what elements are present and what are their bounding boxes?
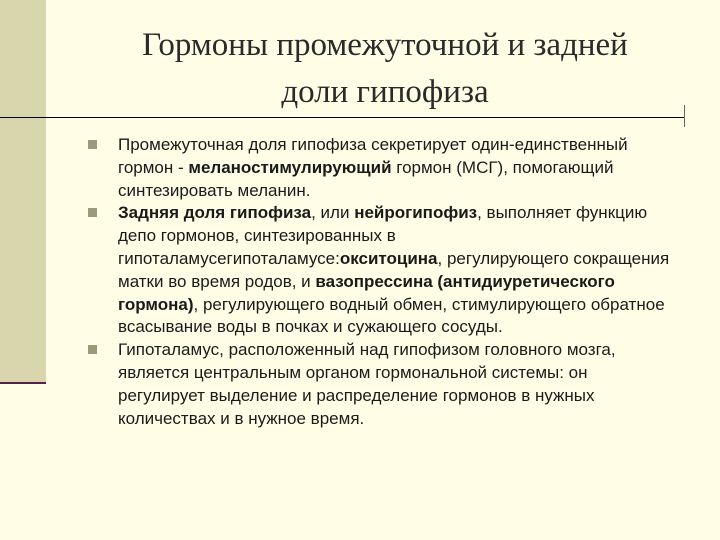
bullet-text-bold: окситоцина xyxy=(339,248,438,268)
bullet-text: Промежуточная доля гипофиза секретирует один-единственный гормон - xyxy=(118,135,628,177)
title-divider-tick xyxy=(684,105,685,127)
bullet-text: , регулирующего сокращения матки во время родов, и xyxy=(118,248,670,291)
square-bullet-icon xyxy=(88,140,97,149)
square-bullet-icon xyxy=(88,208,97,217)
slide-title-line-2: доли гипофиза xyxy=(281,74,489,110)
slide-title xyxy=(86,22,684,116)
title-divider xyxy=(0,117,684,118)
bullet-item xyxy=(88,339,678,430)
bullet-text: , регулирующего водный обмен, стимулирующего обратное всасывание воды в почках и сужающего сосуды. xyxy=(118,294,665,337)
bullet-item xyxy=(88,134,678,202)
bullet-text: гормон (МСГ), помогающий синтезировать меланин. xyxy=(118,157,614,200)
bullet-text: , или xyxy=(311,203,355,223)
square-bullet-icon xyxy=(88,345,97,354)
bullet-item xyxy=(88,202,678,339)
bullet-text: , выполняет функцию депо гормонов, синтезированных в гипоталамусегипоталамусе: xyxy=(118,203,648,268)
bullet-text-bold: меланостимулирующий xyxy=(188,157,392,177)
bullet-text: Гипоталамус, расположенный над гипофизом головного мозга, является центральным органом гормональной системы: он регулирует выделение и распределение гормонов в нужных количествах и в нужное время. xyxy=(118,340,616,428)
slide-title-line-1: Гормоны промежуточной и задней xyxy=(142,27,628,63)
side-accent-line xyxy=(0,382,46,384)
bullet-text-bold: нейрогипофиз xyxy=(354,203,478,223)
bullet-text-bold: вазопрессина (антидиуретического гормона) xyxy=(118,271,615,314)
bullet-list xyxy=(88,134,678,430)
side-decor-band xyxy=(0,0,46,382)
bullet-text-bold: Задняя доля гипофиза xyxy=(118,203,312,223)
